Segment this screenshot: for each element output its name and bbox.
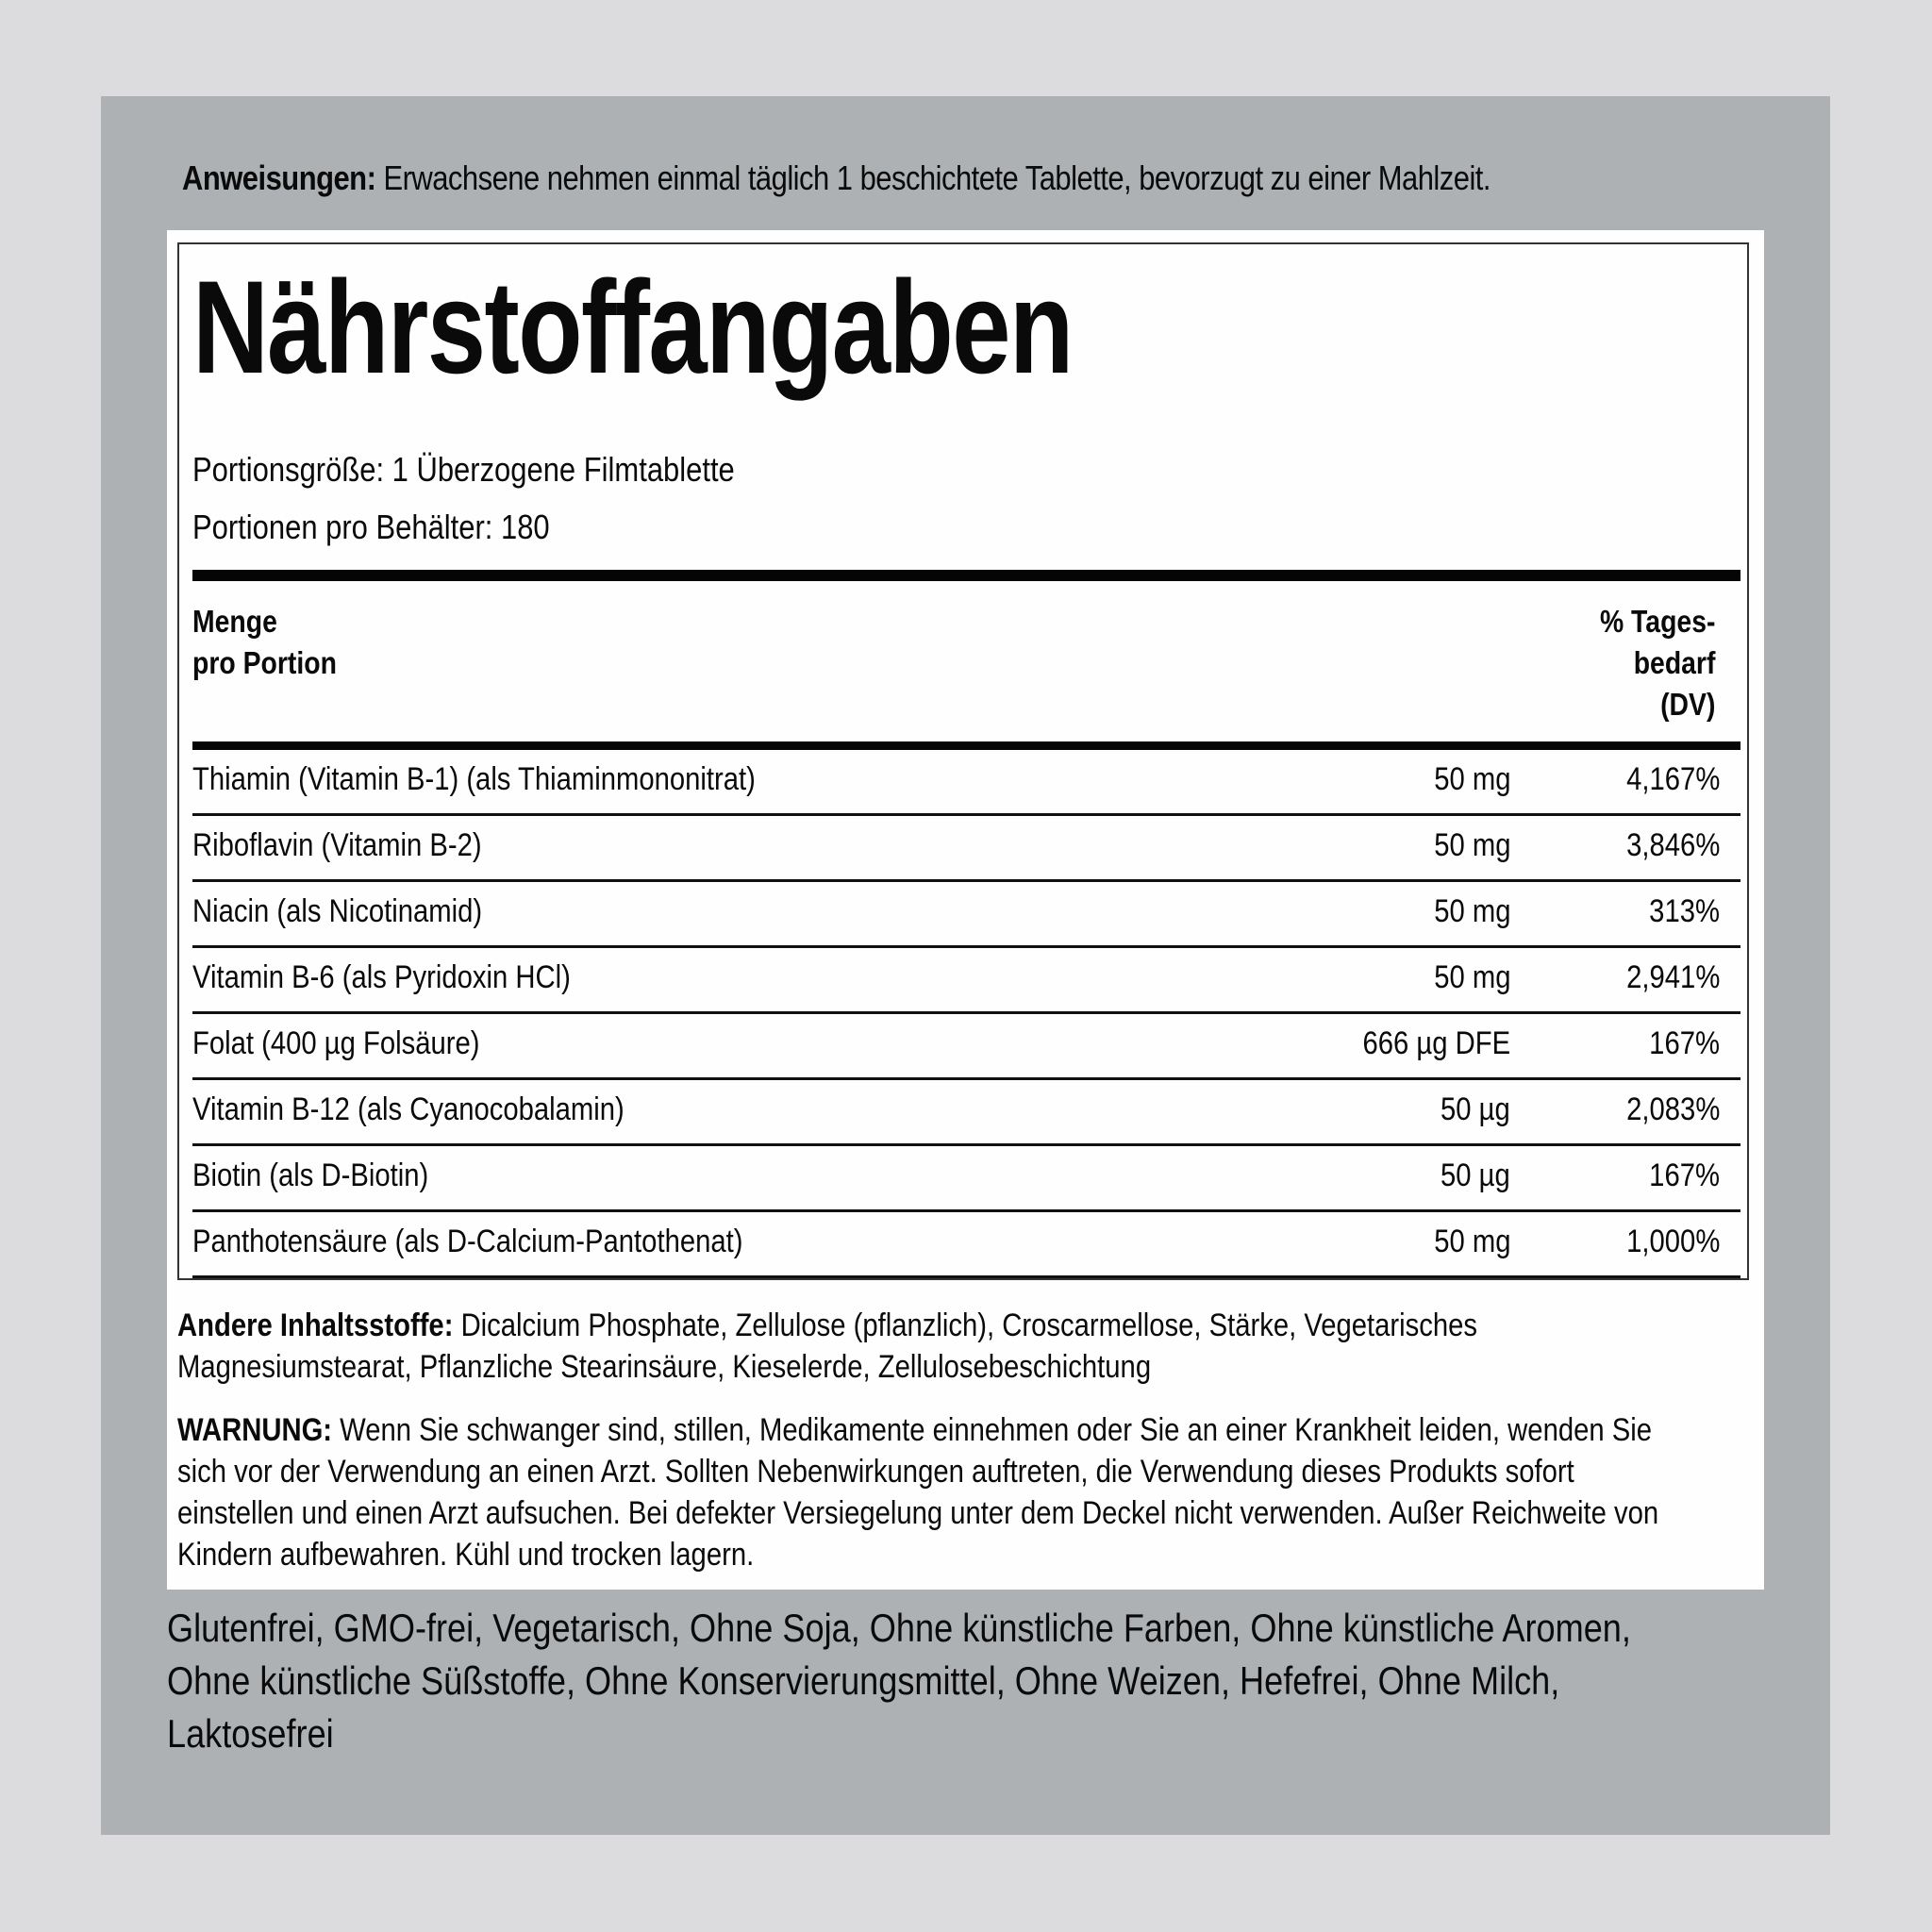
nutrient-amount: 50 µg [1441,1158,1510,1193]
nutrient-amount: 50 mg [1433,1224,1510,1259]
nutrient-name: Vitamin B-6 (als Pyridoxin HCl) [192,959,571,995]
table-row [192,1146,1740,1212]
dv-header-line3: (DV) [1659,687,1715,722]
nutrient-dv: 167% [1649,1158,1720,1193]
nutrient-amount: 50 mg [1433,827,1510,863]
table-row [192,882,1740,948]
nutrient-dv: 1,000% [1625,1224,1720,1259]
nutrient-name: Panthotensäure (als D-Calcium-Pantothenat) [192,1224,743,1259]
facts-title: Nährstoffangaben [192,253,1073,401]
thick-divider-header [192,741,1740,750]
nutrient-dv: 167% [1649,1025,1720,1061]
directions-text: Erwachsene nehmen einmal täglich 1 beschichtete Tablette, bevorzugt zu einer Mahlzeit. [375,158,1491,197]
table-row [192,1212,1740,1278]
table-row [192,1014,1740,1080]
nutrient-name: Folat (400 µg Folsäure) [192,1025,480,1061]
warning-label: WARNUNG: [177,1412,333,1448]
directions [182,158,1491,198]
nutrient-name: Thiamin (Vitamin B-1) (als Thiaminmononitrat) [192,761,756,797]
nutrient-dv: 2,941% [1625,959,1720,995]
warning [177,1409,1687,1575]
nutrient-name: Riboflavin (Vitamin B-2) [192,827,482,863]
nutrient-name: Niacin (als Nicotinamid) [192,893,483,929]
nutrient-table [192,750,1740,1278]
nutrient-dv: 2,083% [1625,1091,1720,1127]
amount-per-serving-header [192,601,337,684]
directions-label: Anweisungen: [182,158,376,197]
table-row [192,816,1740,882]
daily-value-header [1600,601,1715,725]
thick-divider-top [192,570,1740,581]
warning-text: Wenn Sie schwanger sind, stillen, Medikamente einnehmen oder Sie an einer Krankheit leiden, wenden Sie sich vor der Verwendung an einen Arzt. Sollten Nebenwirkungen auftreten, die Verwendung dieses Produkts sofort einstellen und einen Arzt aufsuchen. Bei defekter Versiegelung unter dem Deckel nicht verwenden. Außer Reichweite von Kindern aufbewahren. Kühl und trocken lagern. [177,1412,1659,1573]
nutrition-facts-box [177,242,1749,1280]
nutrient-amount: 50 µg [1441,1091,1510,1127]
nutrient-name: Vitamin B-12 (als Cyanocobalamin) [192,1091,625,1127]
nutrient-name: Biotin (als D-Biotin) [192,1158,429,1193]
dv-header-line2: bedarf [1633,645,1715,680]
nutrient-dv: 3,846% [1625,827,1720,863]
nutrient-amount: 50 mg [1433,761,1510,797]
table-row [192,750,1740,816]
nutrient-dv: 4,167% [1625,761,1720,797]
other-ingredients-text: Dicalcium Phosphate, Zellulose (pflanzlich), Croscarmellose, Stärke, Vegetarisches Magnesiumstearat, Pflanzliche Stearinsäure, Kieselerde, Zellulosebeschichtung [177,1307,1478,1385]
nutrient-amount: 50 mg [1433,893,1510,929]
product-claims: Glutenfrei, GMO-frei, Vegetarisch, Ohne Soja, Ohne künstliche Farben, Ohne künstliche Aromen, Ohne künstliche Süßstoffe, Ohne Konservierungsmittel, Ohne Weizen, Hefefrei, Ohne Milch, Laktosefrei [167,1606,1631,1756]
nutrient-amount: 666 µg DFE [1362,1025,1510,1061]
other-ingredients [177,1305,1687,1388]
amount-header-line2: pro Portion [192,645,337,680]
nutrient-amount: 50 mg [1433,959,1510,995]
label-card [167,230,1764,1590]
serving-size: Portionsgröße: 1 Überzogene Filmtablette [192,450,735,489]
amount-header-line1: Menge [192,604,277,639]
other-ingredients-label: Andere Inhaltsstoffe: [177,1307,454,1343]
nutrient-dv: 313% [1649,893,1720,929]
dv-header-line1: % Tages- [1599,604,1715,639]
table-row [192,948,1740,1014]
servings-per-container: Portionen pro Behälter: 180 [192,508,550,546]
table-row [192,1080,1740,1146]
